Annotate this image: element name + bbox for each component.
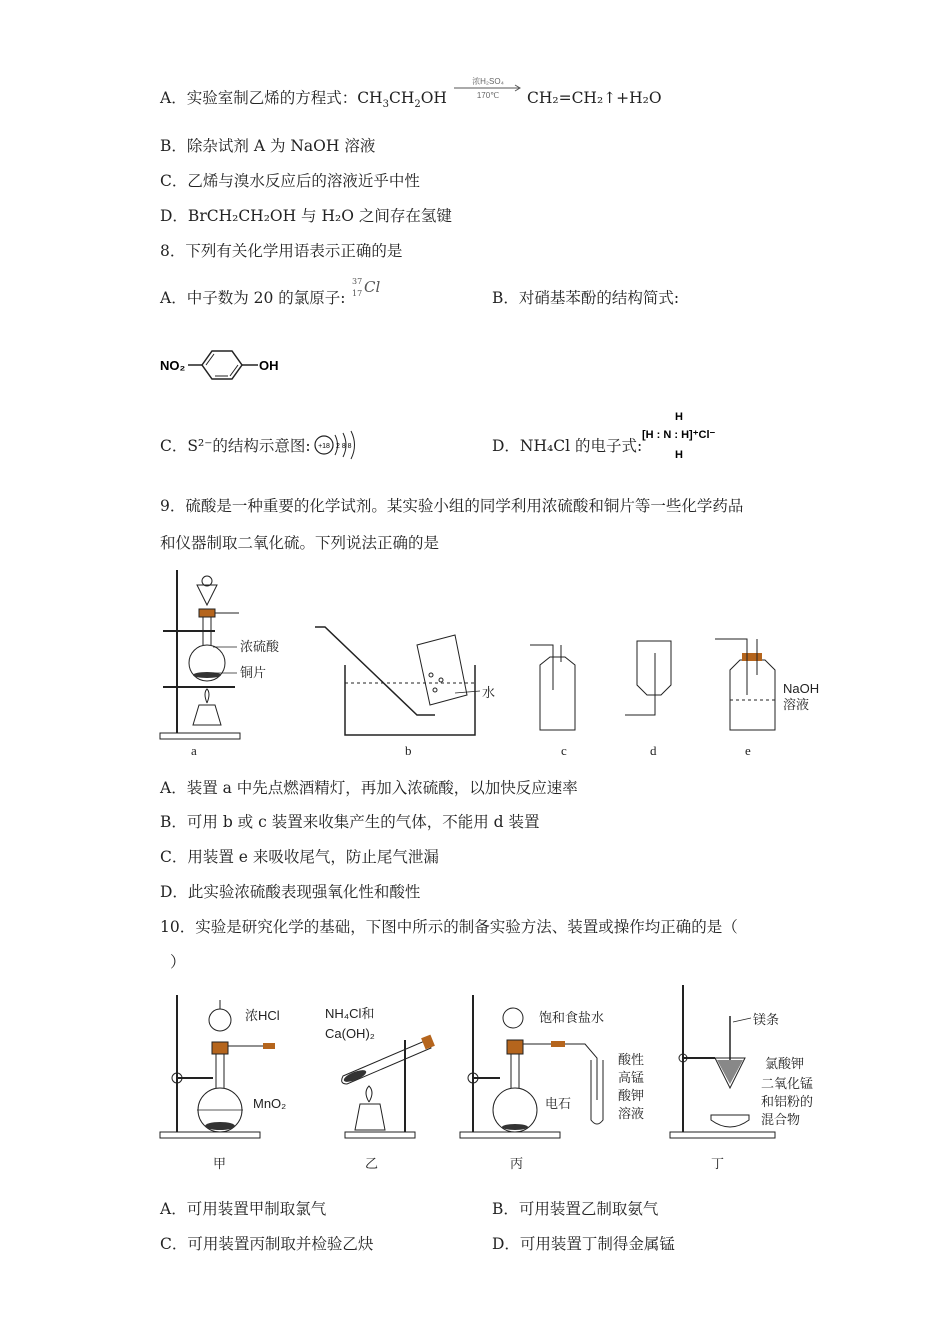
label-kmno4-1: 酸性 xyxy=(618,1052,645,1067)
q9-option-a: A．装置 a 中先点燃酒精灯，再加入浓硫酸，以加快反应速率 xyxy=(160,779,578,797)
label-kmno4-2: 高锰 xyxy=(618,1070,645,1085)
electron-formula: [H : N : H]⁺Cl⁻ xyxy=(642,429,716,441)
caption-a: a xyxy=(191,743,197,758)
caption-jia: 甲 xyxy=(213,1156,227,1171)
label-mixture-3: 混合物 xyxy=(761,1112,801,1127)
isotope-mass: 37 xyxy=(352,277,363,286)
q9-stem-line2: 和仪器制取二氧化硫。下列说法正确的是 xyxy=(160,534,440,552)
apparatus-d xyxy=(625,641,671,758)
q10-stem-line2: ） xyxy=(170,953,186,971)
label-mixture-1: 二氧化锰 xyxy=(761,1076,814,1091)
q8-option-d: D．NH₄Cl 的电子式: xyxy=(492,437,643,455)
q10-option-b: B．可用装置乙制取氨气 xyxy=(492,1200,659,1218)
arrow-cond-bottom: 170℃ xyxy=(476,91,500,100)
q7-a-prefix: A．实验室制乙烯的方程式：CH xyxy=(160,89,383,107)
label-kclo3: 氯酸钾 xyxy=(765,1056,805,1071)
isotope-atomic-number: 17 xyxy=(352,289,363,298)
apparatus-ding xyxy=(670,985,813,1171)
q7-option-c: C．乙烯与溴水反应后的溶液近乎中性 xyxy=(160,172,420,190)
label-saturated-brine: 饱和食盐水 xyxy=(539,1010,605,1025)
label-magnesium-ribbon: 镁条 xyxy=(753,1012,780,1027)
label-caoh2: Ca(OH)₂ xyxy=(325,1026,375,1041)
reaction-arrow xyxy=(452,76,524,106)
caption-d: d xyxy=(650,743,657,758)
caption-b: b xyxy=(405,743,412,758)
isotope-symbol: Cl xyxy=(364,278,381,296)
apparatus-e xyxy=(715,639,819,758)
nucleus-charge: +18 xyxy=(318,443,330,450)
q7-a-part3: OH xyxy=(420,89,447,107)
label-kmno4-4: 溶液 xyxy=(618,1106,645,1121)
chlorine-isotope xyxy=(350,274,390,302)
apparatus-b xyxy=(315,627,495,758)
apparatus-a xyxy=(160,570,280,758)
label-conc-sulfuric-acid: 浓硫酸 xyxy=(240,639,280,654)
label-water: 水 xyxy=(482,685,496,700)
q8-option-c: C．S²⁻的结构示意图: xyxy=(160,437,311,455)
apparatus-jia xyxy=(160,995,286,1171)
q10-option-d: D．可用装置丁制得金属锰 xyxy=(492,1235,675,1253)
apparatus-bing xyxy=(460,995,644,1171)
q10-option-c: C．可用装置丙制取并检验乙炔 xyxy=(160,1235,374,1253)
h-top: H xyxy=(675,411,683,423)
q7-option-d: D．BrCH₂CH₂OH 与 H₂O 之间存在氢键 xyxy=(160,207,452,225)
q10-apparatus-figure xyxy=(155,980,845,1180)
apparatus-c xyxy=(530,645,575,758)
label-mixture-2: 和铝粉的 xyxy=(761,1094,814,1109)
caption-c: c xyxy=(561,743,567,758)
q8-option-b: B．对硝基苯酚的结构简式: xyxy=(492,289,680,307)
electron-shells: 2 8 8 xyxy=(336,443,352,450)
q9-stem-line1: 9．硫酸是一种重要的化学试剂。某实验小组的同学利用浓硫酸和铜片等一些化学药品 xyxy=(160,497,744,515)
label-naoh: NaOH xyxy=(783,681,820,696)
h-bottom: H xyxy=(675,449,683,461)
label-nh4cl: NH₄Cl和 xyxy=(325,1006,375,1021)
q7-option-a: A．实验室制乙烯的方程式：$CH_3CH_2OH$ xyxy=(160,89,447,111)
label-solution: 溶液 xyxy=(783,697,810,712)
caption-e: e xyxy=(745,743,751,758)
caption-bing: 丙 xyxy=(510,1156,524,1171)
q9-apparatus-figure xyxy=(155,565,845,765)
q9-option-c: C．用装置 e 来吸收尾气，防止尾气泄漏 xyxy=(160,848,439,866)
nitrophenol-structure xyxy=(160,348,290,382)
nitro-group: NO₂ xyxy=(160,358,186,373)
q9-option-b: B．可用 b 或 c 装置来收集产生的气体，不能用 d 装置 xyxy=(160,813,540,831)
q9-option-d: D．此实验浓硫酸表现强氧化性和酸性 xyxy=(160,883,421,901)
label-mno2: MnO₂ xyxy=(253,1096,287,1111)
label-calcium-carbide: 电石 xyxy=(545,1096,572,1111)
q7-option-b: B．除杂试剂 A 为 NaOH 溶液 xyxy=(160,137,376,155)
q7-a-part2: CH xyxy=(388,89,415,107)
label-conc-hcl: 浓HCl xyxy=(245,1008,280,1023)
label-kmno4-3: 酸钾 xyxy=(618,1088,645,1103)
arrow-cond-top: 浓H₂SO₄ xyxy=(472,77,504,86)
label-copper: 铜片 xyxy=(240,665,267,680)
q8-stem: 8．下列有关化学用语表示正确的是 xyxy=(160,242,403,260)
q10-option-a: A．可用装置甲制取氯气 xyxy=(160,1200,327,1218)
sulfide-ion-diagram xyxy=(313,430,365,460)
q10-stem-line1: 10．实验是研究化学的基础，下图中所示的制备实验方法、装置或操作均正确的是（ xyxy=(160,918,738,936)
q8-option-a: A．中子数为 20 的氯原子: xyxy=(160,289,346,307)
hydroxyl-group: OH xyxy=(259,358,279,373)
q7-a-product: CH₂=CH₂↑+H₂O xyxy=(527,89,662,107)
nh4cl-electron-formula xyxy=(642,408,742,460)
caption-ding: 丁 xyxy=(711,1156,725,1171)
caption-yi: 乙 xyxy=(365,1156,379,1171)
apparatus-yi xyxy=(325,1006,435,1171)
